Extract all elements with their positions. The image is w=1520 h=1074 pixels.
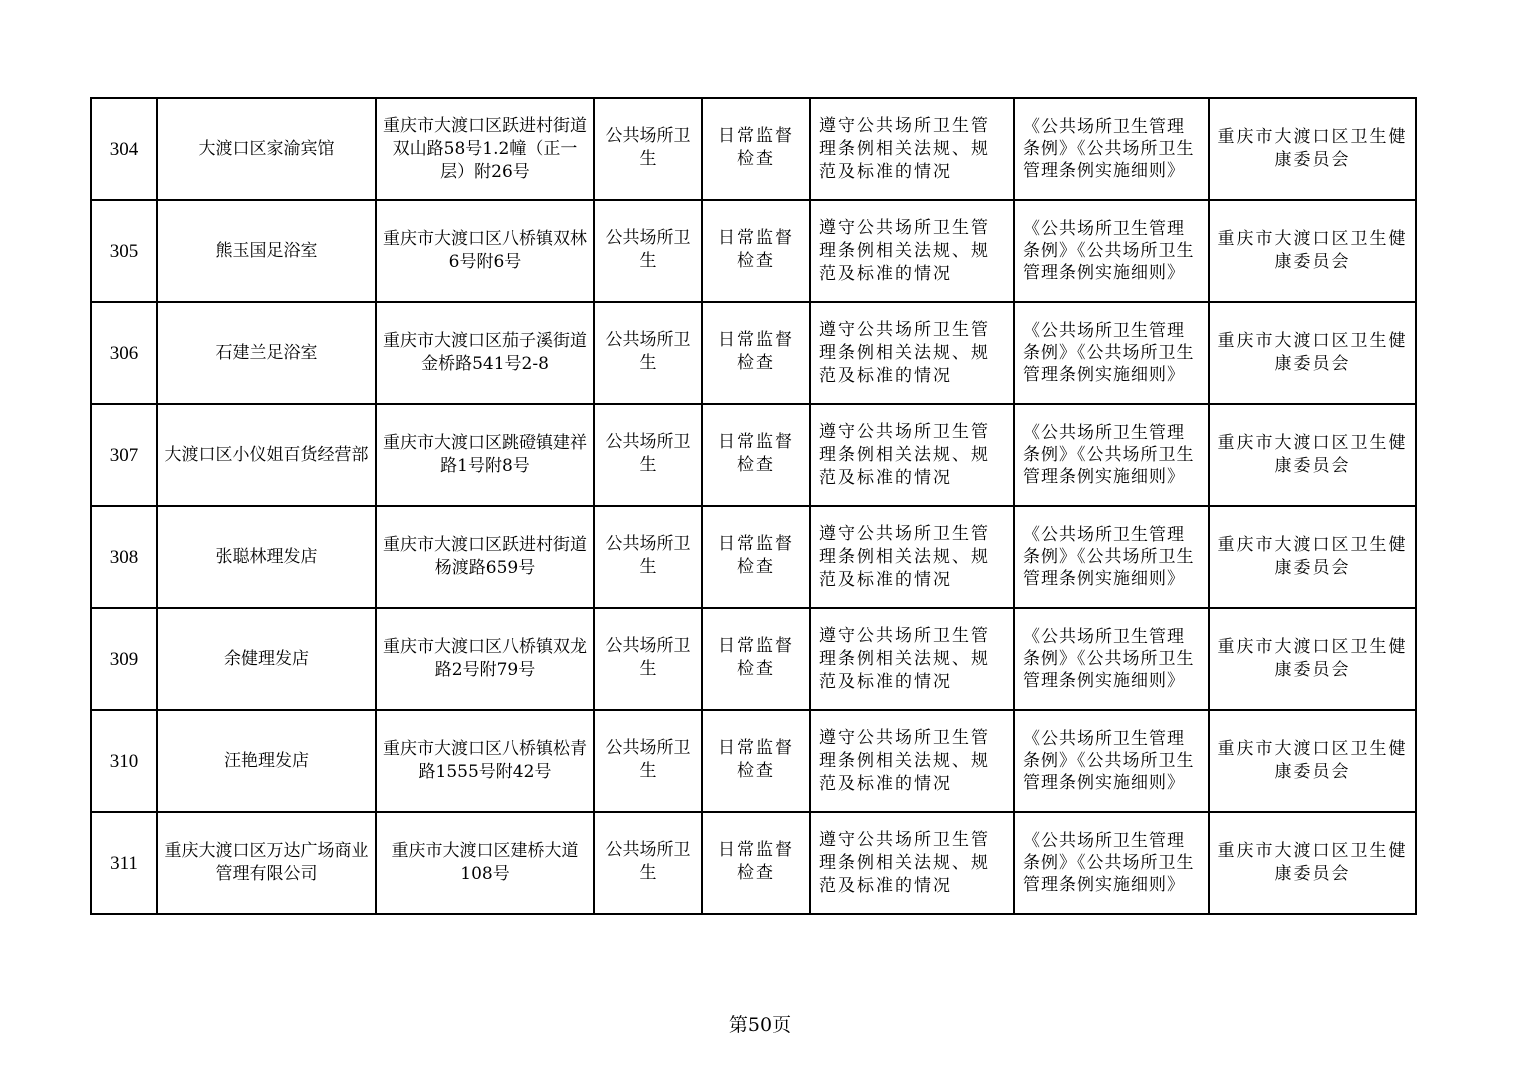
legal-basis: 《公共场所卫生管理条例》《公共场所卫生管理条例实施细则》 — [1014, 506, 1209, 608]
inspection-content: 遵守公共场所卫生管理条例相关法规、规范及标准的情况 — [810, 812, 1014, 914]
legal-basis: 《公共场所卫生管理条例》《公共场所卫生管理条例实施细则》 — [1014, 404, 1209, 506]
legal-basis: 《公共场所卫生管理条例》《公共场所卫生管理条例实施细则》 — [1014, 710, 1209, 812]
row-number: 310 — [91, 710, 157, 812]
entity-address: 重庆市大渡口区跃进村街道双山路58号1.2幢（正一层）附26号 — [376, 98, 594, 200]
row-number: 309 — [91, 608, 157, 710]
inspection-category: 公共场所卫生 — [594, 812, 702, 914]
inspection-type: 日常监督检查 — [702, 98, 810, 200]
inspection-type: 日常监督检查 — [702, 812, 810, 914]
table-row — [91, 98, 1416, 200]
inspection-content: 遵守公共场所卫生管理条例相关法规、规范及标准的情况 — [810, 404, 1014, 506]
inspection-type: 日常监督检查 — [702, 710, 810, 812]
inspection-category: 公共场所卫生 — [594, 404, 702, 506]
table-row — [91, 812, 1416, 914]
entity-address: 重庆市大渡口区跃进村街道杨渡路659号 — [376, 506, 594, 608]
inspecting-authority: 重庆市大渡口区卫生健康委员会 — [1209, 812, 1416, 914]
entity-name: 张聪林理发店 — [157, 506, 376, 608]
entity-address: 重庆市大渡口区八桥镇双龙路2号附79号 — [376, 608, 594, 710]
inspection-type: 日常监督检查 — [702, 302, 810, 404]
entity-address: 重庆市大渡口区建桥大道108号 — [376, 812, 594, 914]
inspection-content: 遵守公共场所卫生管理条例相关法规、规范及标准的情况 — [810, 200, 1014, 302]
inspection-category: 公共场所卫生 — [594, 608, 702, 710]
legal-basis: 《公共场所卫生管理条例》《公共场所卫生管理条例实施细则》 — [1014, 98, 1209, 200]
inspecting-authority: 重庆市大渡口区卫生健康委员会 — [1209, 404, 1416, 506]
inspecting-authority: 重庆市大渡口区卫生健康委员会 — [1209, 710, 1416, 812]
inspecting-authority: 重庆市大渡口区卫生健康委员会 — [1209, 608, 1416, 710]
legal-basis: 《公共场所卫生管理条例》《公共场所卫生管理条例实施细则》 — [1014, 812, 1209, 914]
inspection-type: 日常监督检查 — [702, 608, 810, 710]
table-body — [91, 98, 1416, 914]
entity-name: 余健理发店 — [157, 608, 376, 710]
row-number: 306 — [91, 302, 157, 404]
entity-name: 重庆大渡口区万达广场商业管理有限公司 — [157, 812, 376, 914]
table-row — [91, 200, 1416, 302]
entity-address: 重庆市大渡口区八桥镇松青路1555号附42号 — [376, 710, 594, 812]
inspection-content: 遵守公共场所卫生管理条例相关法规、规范及标准的情况 — [810, 302, 1014, 404]
inspection-type: 日常监督检查 — [702, 404, 810, 506]
table-row — [91, 506, 1416, 608]
entity-name: 汪艳理发店 — [157, 710, 376, 812]
table-row — [91, 710, 1416, 812]
legal-basis: 《公共场所卫生管理条例》《公共场所卫生管理条例实施细则》 — [1014, 302, 1209, 404]
entity-name: 大渡口区小仪姐百货经营部 — [157, 404, 376, 506]
legal-basis: 《公共场所卫生管理条例》《公共场所卫生管理条例实施细则》 — [1014, 200, 1209, 302]
entity-name: 大渡口区家渝宾馆 — [157, 98, 376, 200]
entity-address: 重庆市大渡口区跳磴镇建祥路1号附8号 — [376, 404, 594, 506]
row-number: 305 — [91, 200, 157, 302]
inspection-category: 公共场所卫生 — [594, 98, 702, 200]
inspection-content: 遵守公共场所卫生管理条例相关法规、规范及标准的情况 — [810, 608, 1014, 710]
inspecting-authority: 重庆市大渡口区卫生健康委员会 — [1209, 506, 1416, 608]
row-number: 308 — [91, 506, 157, 608]
inspection-type: 日常监督检查 — [702, 506, 810, 608]
table-row — [91, 608, 1416, 710]
entity-name: 石建兰足浴室 — [157, 302, 376, 404]
inspecting-authority: 重庆市大渡口区卫生健康委员会 — [1209, 302, 1416, 404]
inspection-content: 遵守公共场所卫生管理条例相关法规、规范及标准的情况 — [810, 710, 1014, 812]
row-number: 311 — [91, 812, 157, 914]
inspecting-authority: 重庆市大渡口区卫生健康委员会 — [1209, 98, 1416, 200]
table-row — [91, 302, 1416, 404]
page-number: 第50页 — [728, 1014, 792, 1036]
row-number: 304 — [91, 98, 157, 200]
entity-address: 重庆市大渡口区茄子溪街道金桥路541号2-8 — [376, 302, 594, 404]
inspection-category: 公共场所卫生 — [594, 200, 702, 302]
row-number: 307 — [91, 404, 157, 506]
inspecting-authority: 重庆市大渡口区卫生健康委员会 — [1209, 200, 1416, 302]
inspection-type: 日常监督检查 — [702, 200, 810, 302]
inspection-category: 公共场所卫生 — [594, 302, 702, 404]
inspection-category: 公共场所卫生 — [594, 710, 702, 812]
legal-basis: 《公共场所卫生管理条例》《公共场所卫生管理条例实施细则》 — [1014, 608, 1209, 710]
entity-name: 熊玉国足浴室 — [157, 200, 376, 302]
entity-address: 重庆市大渡口区八桥镇双林6号附6号 — [376, 200, 594, 302]
inspection-category: 公共场所卫生 — [594, 506, 702, 608]
inspection-content: 遵守公共场所卫生管理条例相关法规、规范及标准的情况 — [810, 98, 1014, 200]
inspection-content: 遵守公共场所卫生管理条例相关法规、规范及标准的情况 — [810, 506, 1014, 608]
table-row — [91, 404, 1416, 506]
inspection-table — [90, 97, 1417, 915]
